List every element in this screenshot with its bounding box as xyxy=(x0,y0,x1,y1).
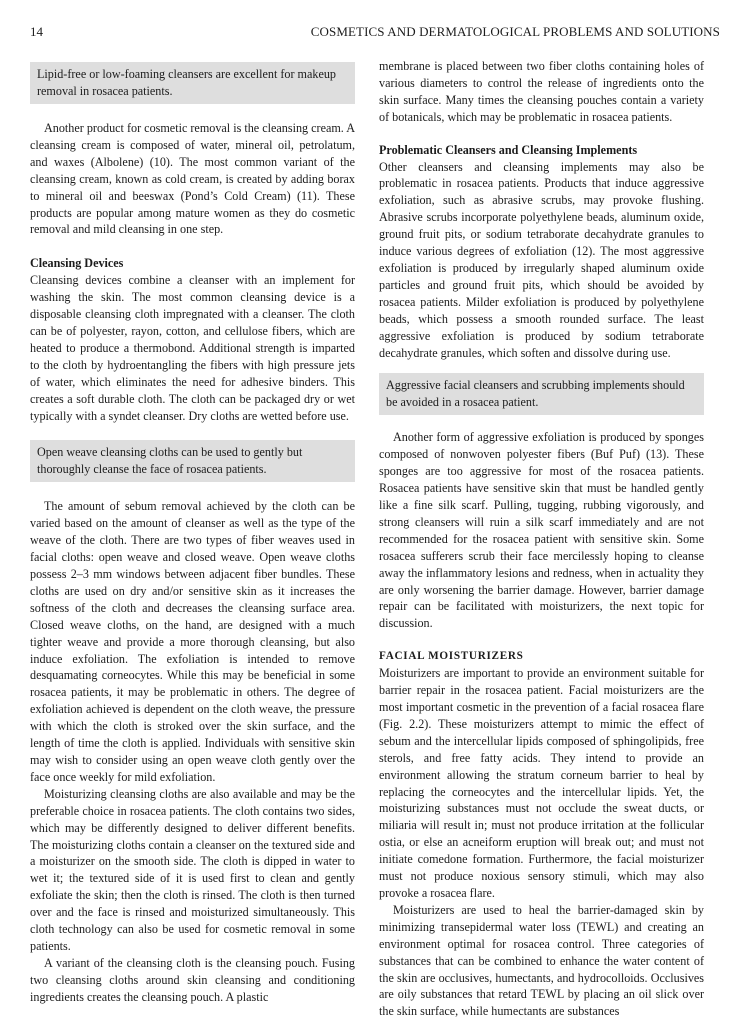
paragraph: Another product for cosmetic removal is the cleansing cream. A cleansing cream is composed of water, mineral oil, petrolatum, and waxes (Albolene) (10). The most common variant of the cleansing cream, known as cold cream, is created by adding borax to mineral oil and beeswax (Pond’s Cold Cream) (11). These products are popular among mature women as they do cosmetic removal and mild cleansing in one step. xyxy=(30,121,355,237)
section-heading: FACIAL MOISTURIZERS xyxy=(379,650,524,663)
left-column xyxy=(30,58,355,1006)
paragraph: Cleansing devices combine a cleanser with an implement for washing the skin. The most common cleansing device is a disposable cleansing cloth impregnated with a cleanser. The cloth can be of polyester, rayon, cotton, and cellulose fibers, which are heated to produce a thermobond. Additional strength is imparted to the cloth by hydroentangling the fibers with high pressure jets of water, which eliminates the need for adhesive binders. This creates a soft durable cloth. The cloth can be packaged dry or wet typically with a syndet cleanser. Dry cloths are wetted before use. xyxy=(30,273,355,423)
running-head: COSMETICS AND DERMATOLOGICAL PROBLEMS AND SOLUTIONS xyxy=(310,24,720,39)
paragraph: The amount of sebum removal achieved by the cloth can be varied based on the amount of cleanser as well as the type of the weave of the cloth. There are two types of fiber weaves used in facial cloths: open weave and closed weave. Open weave cloths possess 2–3 mm windows between adjacent fiber bundles. These cloths are used on dry and/or sensitive skin as it increases the softness of the cloth and decreases the cleansing surface area. Closed weave cloths, on the hand, are designed with a much tighter weave and provide a more thorough cleansing, but also induce exfoliation. The exfoliation is intended to remove desquamating corneocytes. While this may be beneficial in some rosacea patients, it may be problematic in others. The degree of exfoliation achieved is dependent on the cloth weave, the pressure with which the cloth is stroked over the skin surface, and the length of time the cloth is applied. Individuals with sensitive skin may wish to consider using an open weave cloth gently over the face once weekly for mild exfoliation. xyxy=(30,499,355,784)
callout-box: Lipid-free or low-foaming cleansers are excellent for makeup removal in rosacea patients. xyxy=(30,62,355,104)
right-column xyxy=(379,58,704,1020)
section-heading: Cleansing Devices xyxy=(30,256,124,271)
paragraph: Another form of aggressive exfoliation is produced by sponges composed of nonwoven polyester fibers (Buf Puf) (13). These sponges are too aggressive for most of the rosacea patients. Rosacea patients have sensitive skin that must be handled gently like a fine silk scarf. Pulling, tugging, rubbing vigorously, and strong cleansers will ruin a silk scarf immediately and are not recommended for the rosacea patient with sensitive skin. Some rosacea sufferers scrub their face mercilessly hoping to cleanse away the inflammatory lesions and redness, when in actuality they are only worsening the barrier damage. However, barrier damage repair can be facilitated with moisturizers, the next topic for discussion. xyxy=(379,430,704,631)
paragraph: Moisturizers are important to provide an environment suitable for barrier repair in the rosacea patient. Facial moisturizers are the most important cosmetic in the prevention of a facial rosacea flare (Fig. 2.2). These moisturizers attempt to mimic the effect of sebum and the intercellular lipids composed of sphingolipids, free sterols, and free fatty acids. They intend to provide an environment allowing the stratum corneum barrier to heal by replacing the corneocytes and the intercellular lipids. Yet, the moisturizing substances must not occlude the sweat ducts, or miliaria will result in; must not produce irritation at the follicular ostia, or else an acneiform eruption will break out; and must not initiate comedone formation. Furthermore, the facial moisturizer must not produce noxious sensory stimuli, which may also provoke a rosacea flare. xyxy=(379,666,704,900)
section-heading: Problematic Cleansers and Cleansing Implements xyxy=(379,142,638,157)
callout-box: Aggressive facial cleansers and scrubbing implements should be avoided in a rosacea patient. xyxy=(379,373,704,415)
paragraph: A variant of the cleansing cloth is the cleansing pouch. Fusing two cleansing cloths around skin cleansing and conditioning ingredients creates the cleansing pouch. A plastic xyxy=(30,955,355,1004)
page-header xyxy=(30,24,720,46)
paragraph: Moisturizing cleansing cloths are also available and may be the preferable choice in rosacea patients. The cloth contains two sides, which may be differently designed to deliver different benefits. The moisturizing cloths contain a cleanser on the textured side and a moisturizer on the smooth side. The cloth is dipped in water to wet it; the textured side of it is used first to clean and gently exfoliate the skin; then the cloth is rinsed. The cloth is then turned over and the face is rinsed and moisturized simultaneously. This cloth technology can also be used for cosmetic removal in some patients. xyxy=(30,786,355,953)
callout-box: Open weave cleansing cloths can be used to gently but thoroughly cleanse the face of rosacea patients. xyxy=(30,440,355,482)
paragraph: Other cleansers and cleansing implements may also be problematic in rosacea patients. Products that induce aggressive exfoliation, such as abrasive scrubs, may provoke flushing. Abrasive scrubs incorporate polyethylene beads, aluminum oxide, ground fruit pits, or sodium tetraborate decahydrate granules to induce various degrees of exfoliation (12). The most aggressive exfoliation is produced by irregularly shaped aluminum oxide particles and ground fruit pits, which should be avoided by rosacea patients. Milder exfoliation is produced by polyethylene beads, which possess a smooth rounded surface. The least aggressive exfoliation is produced by sodium tetraborate decahydrate granules, which soften and dissolve during use. xyxy=(379,159,704,360)
paragraph: membrane is placed between two fiber cloths containing holes of various diameters to control the release of ingredients onto the skin surface. Many times the cleansing pouches contain a variety of botanicals, which may be problematic in rosacea patients. xyxy=(379,59,704,124)
page-number: 14 xyxy=(30,24,43,39)
paragraph: Moisturizers are used to heal the barrier-damaged skin by minimizing transepidermal water loss (TEWL) and creating an environment optimal for rosacea control. Three categories of substances that can be combined to enhance the water content of the skin are occlusives, humectants, and hydrocolloids. Occlusives are oily substances that retard TEWL by placing an oil slick over the skin surface, while humectants are substances xyxy=(379,902,704,1019)
